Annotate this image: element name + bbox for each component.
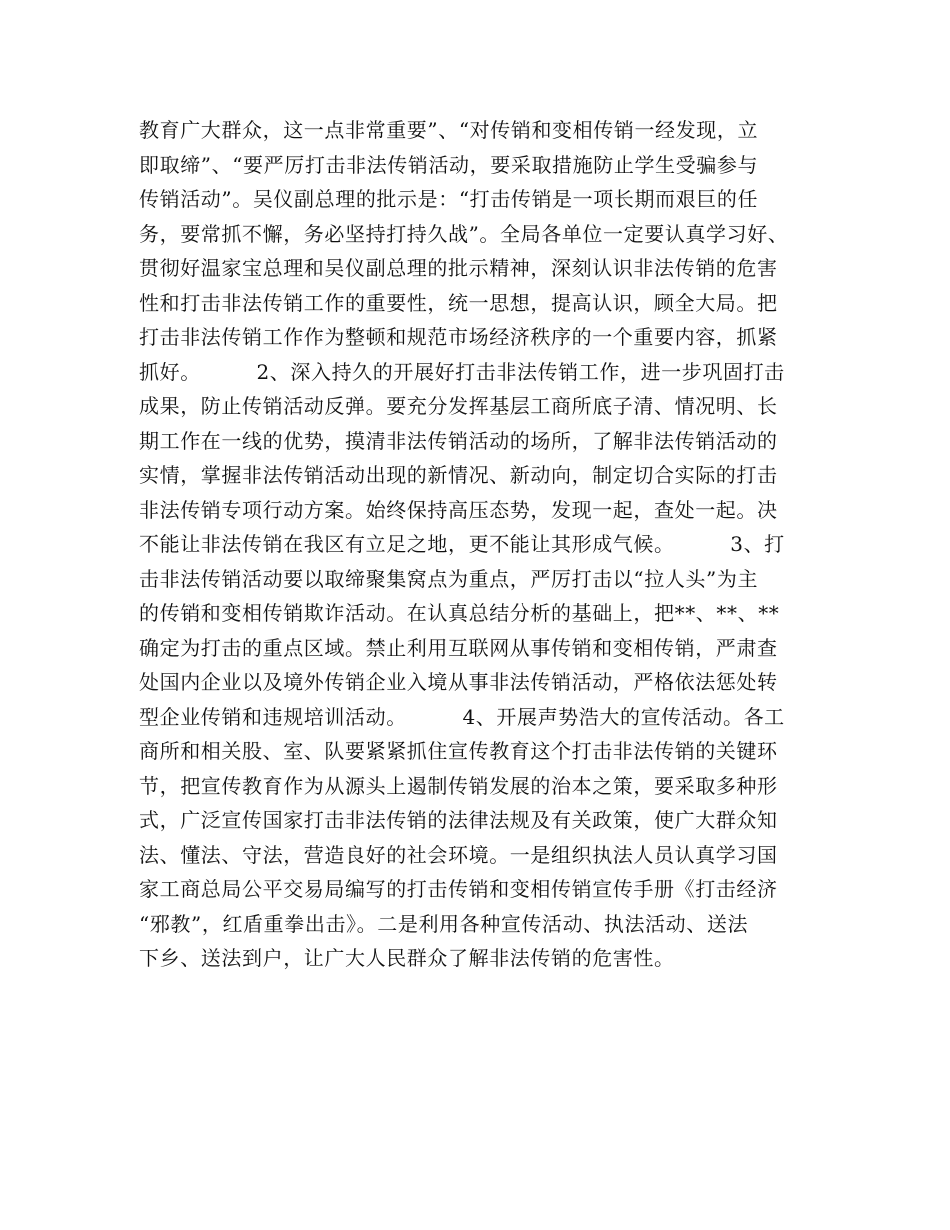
body-text xyxy=(139,113,839,976)
text-line: 抓好。 2、深入持久的开展好打击非法传销工作，进一步巩固打击 xyxy=(139,359,785,384)
text-line: 实情，掌握非法传销活动出现的新情况、新动向，制定切合实际的打击 xyxy=(139,463,778,487)
text-line: 期工作在一线的优势，摸清非法传销活动的场所，了解非法传销活动的 xyxy=(139,428,778,453)
text-line: 确定为打击的重点区域。禁止利用互联网从事传销和变相传销，严肃查 xyxy=(139,635,778,660)
text-line: 性和打击非法传销工作的重要性，统一思想，提高认识，顾全大局。把 xyxy=(139,290,778,315)
text-line: 处国内企业以及境外传销企业入境从事非法传销活动，严格依法惩处转 xyxy=(139,670,778,694)
text-line: “邪教”，红盾重拳出击》。二是利用各种宣传活动、执法活动、送法 xyxy=(139,911,749,936)
text-line: 贯彻好温家宝总理和吴仪副总理的批示精神，深刻认识非法传销的危害 xyxy=(139,256,778,280)
text-line: 即取缔”、“要严厉打击非法传销活动，要采取措施防止学生受骗参与 xyxy=(139,152,759,177)
text-line: 成果，防止传销活动反弹。要充分发挥基层工商所底子清、情况明、长 xyxy=(139,394,778,418)
text-line: 商所和相关股、室、队要紧紧抓住宣传教育这个打击非法传销的关键环 xyxy=(139,739,778,763)
text-line: 式，广泛宣传国家打击非法传销的法律法规及有关政策，使广大群众知 xyxy=(139,808,778,832)
text-line: 传销活动”。吴仪副总理的批示是：“打击传销是一项长期而艰巨的任 xyxy=(139,187,759,211)
text-line: 务，要常抓不懈，务必坚持打持久战”。全局各单位一定要认真学习好、 xyxy=(139,221,789,246)
text-line: 法、懂法、守法，营造良好的社会环境。一是组织执法人员认真学习国 xyxy=(139,842,778,867)
text-line: 教育广大群众，这一点非常重要”、“对传销和变相传销一经发现，立 xyxy=(139,118,759,142)
text-line: 非法传销专项行动方案。始终保持高压态势，发现一起，查处一起。决 xyxy=(139,497,778,522)
text-line: 不能让非法传销在我区有立足之地，更不能让其形成气候。 3、打 xyxy=(139,532,785,556)
text-line: 下乡、送法到户，让广大人民群众了解非法传销的危害性。 xyxy=(139,946,675,970)
text-line: 打击非法传销工作作为整顿和规范市场经济秩序的一个重要内容，抓紧 xyxy=(139,325,778,349)
text-line: 型企业传销和违规培训活动。 4、开展声势浩大的宣传活动。各工 xyxy=(139,704,785,729)
text-line: 击非法传销活动要以取缔聚集窝点为重点，严厉打击以“拉人头”为主 xyxy=(139,566,759,591)
text-line: 家工商总局公平交易局编写的打击传销和变相传销宣传手册《打击经济 xyxy=(139,877,778,901)
text-line: 节，把宣传教育作为从源头上遏制传销发展的治本之策，要采取多种形 xyxy=(139,773,778,798)
text-line: 的传销和变相传销欺诈活动。在认真总结分析的基础上，把**、**、** xyxy=(139,601,780,625)
